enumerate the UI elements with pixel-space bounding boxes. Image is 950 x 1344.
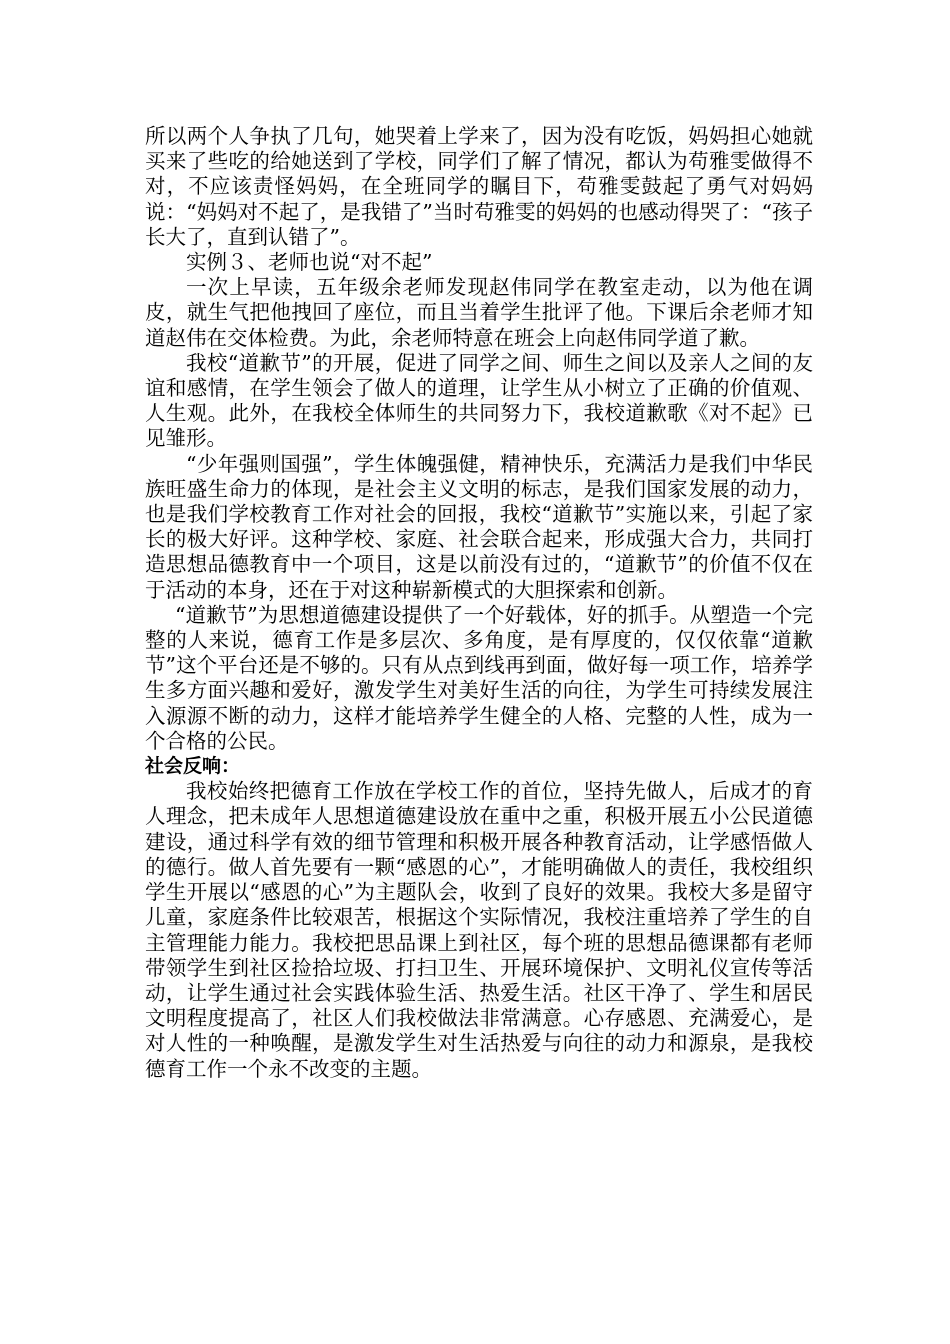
paragraph-moral-carrier: “道歉节”为思想道德建设提供了一个好载体，好的抓手。从塑造一个完整的人来说，德育工作是多层次、多角度，是有厚度的，仅仅依靠“道歉节”这个平台还是不够的。只有从点到线再到面，做好每一项工作，培养学生多方面兴趣和爱好，激发学生对美好生活的向往，为学生可持续发展注入源源不断的动力，这样才能培养学生健全的人格、完整的人性，成为一个合格的公民。: [145, 602, 813, 753]
paragraph-strong-youth: “少年强则国强”，学生体魄强健，精神快乐，充满活力是我们中华民族旺盛生命力的体现，是社会主义文明的标志，是我们国家发展的动力，也是我们学校教育工作对社会的回报，我校“道歉节”实施以来，引起了家长的极大好评。这种学校、家庭、社会联合起来，形成强大合力，共同打造思想品德教育中一个项目，这是以前没有过的，“道歉节”的价值不仅在于活动的本身，还在于对这种崭新模式的大胆探索和创新。: [145, 451, 813, 602]
example-3-title: 实例３、老师也说“对不起”: [186, 250, 433, 275]
paragraph-apology-festival: 我校“道歉节”的开展，促进了同学之间、师生之间以及亲人之间的友谊和感情，在学生领会了做人的道理，让学生从小树立了正确的价值观、人生观。此外，在我校全体师生的共同努力下，我校道歉歌《对不起》已见雏形。: [145, 350, 813, 451]
paragraph-continuation: 所以两个人争执了几句，她哭着上学来了，因为没有吃饭，妈妈担心她就买来了些吃的给她送到了学校，同学们了解了情况，都认为苟雅雯做得不对，不应该责怪妈妈，在全班同学的瞩目下，苟雅雯鼓起了勇气对妈妈说：“妈妈对不起了，是我错了”当时苟雅雯的妈妈的也感动得哭了：“孩子长大了，直到认错了”。: [145, 124, 813, 249]
document-page: [145, 124, 813, 1082]
paragraph-social-response: 我校始终把德育工作放在学校工作的首位，坚持先做人，后成才的育人理念，把未成年人思想道德建设放在重中之重，积极开展五小公民道德建设，通过科学有效的细节管理和积极开展各种教育活动，让学感悟做人的德行。做人首先要有一颗“感恩的心”，才能明确做人的责任，我校组织学生开展以“感恩的心”为主题队会，收到了良好的效果。我校大多是留守儿童，家庭条件比较艰苦，根据这个实际情况，我校注重培养了学生的自主管理能力能力。我校把思品课上到社区，每个班的思想品德课都有老师带领学生到社区捡拾垃圾、打扫卫生、开展环境保护、文明礼仪宣传等活动，让学生通过社会实践体验生活、热爱生活。社区干净了、学生和居民文明程度提高了，社区人们我校做法非常满意。心存感恩、充满爱心，是对人性的一种唤醒，是激发学生对生活热爱与向往的动力和源泉，是我校德育工作一个永不改变的主题。: [145, 779, 813, 1081]
example-3-body: 一次上早读，五年级余老师发现赵伟同学在教室走动，以为他在调皮，就生气把他拽回了座位，而且当着学生批评了他。下课后余老师才知道赵伟在交体检费。为此，余老师特意在班会上向赵伟同学道了歉。: [145, 275, 813, 350]
section-heading-social-response: 社会反响：: [145, 755, 241, 778]
